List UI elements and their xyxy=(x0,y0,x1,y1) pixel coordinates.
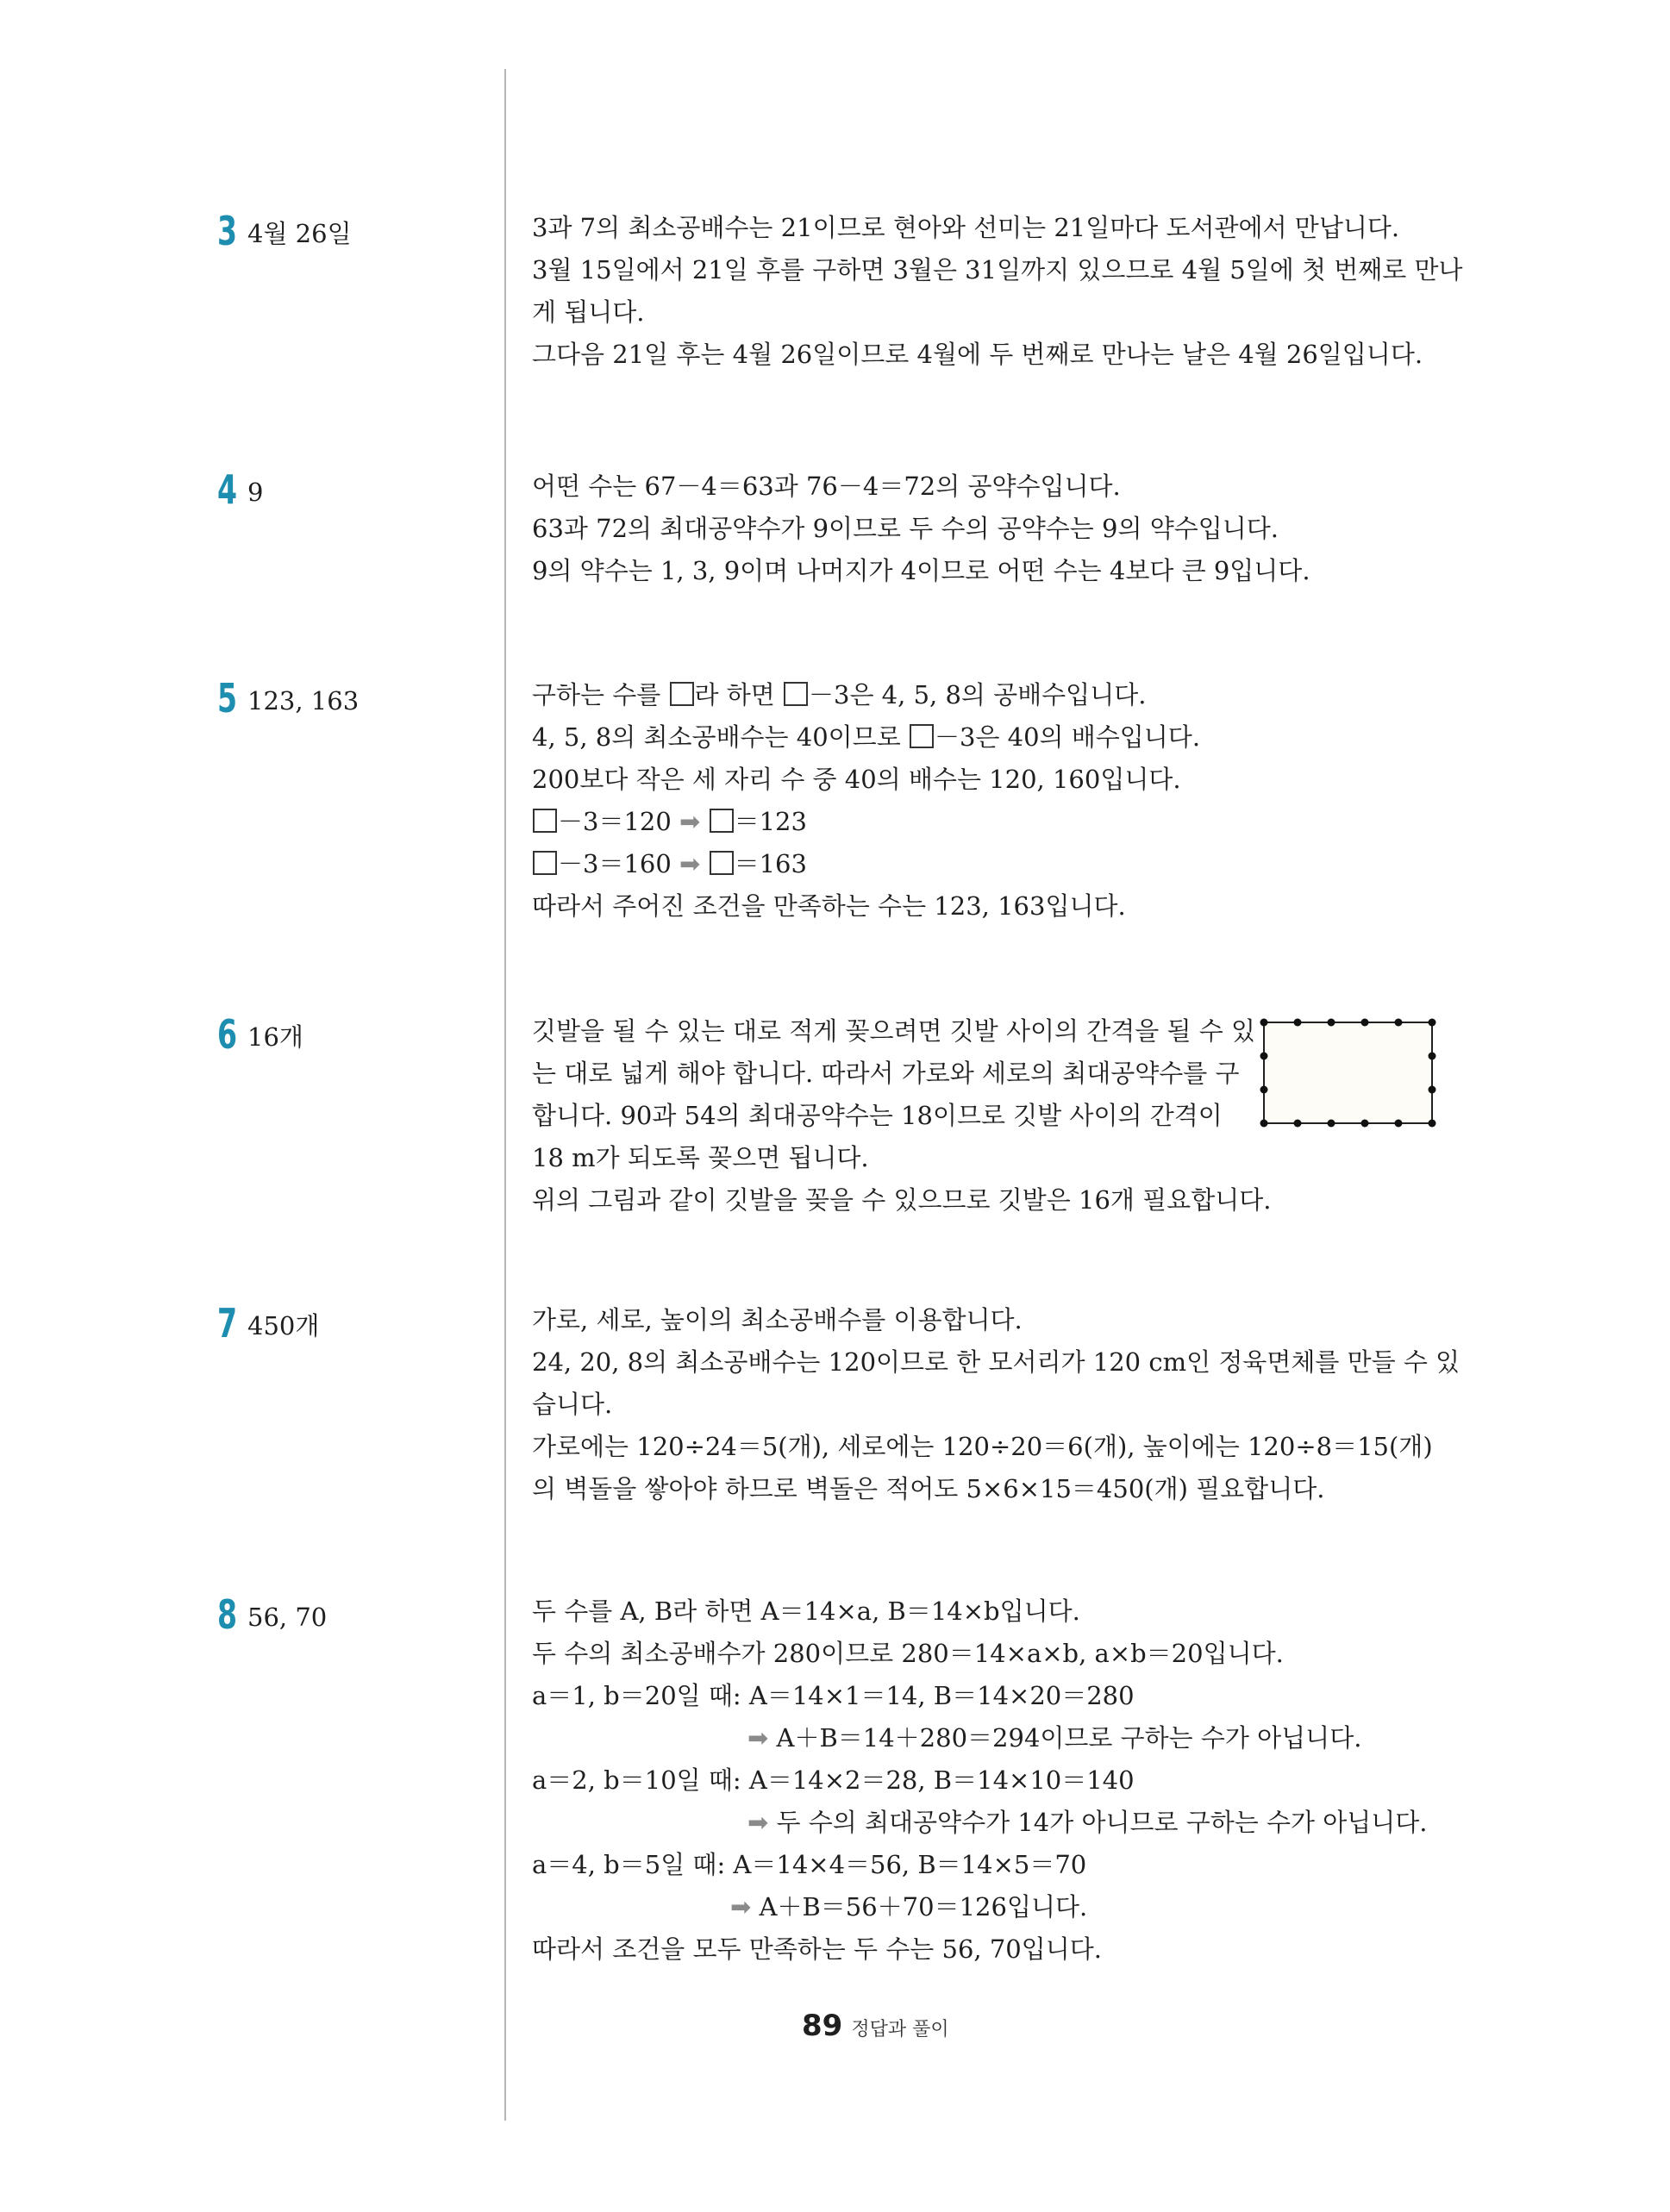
explanation-line xyxy=(532,1802,1446,1844)
right-arrow-icon: ➡ xyxy=(679,849,701,878)
explanation-line: 습니다. xyxy=(532,1390,613,1419)
problem-number: 5 xyxy=(217,675,238,722)
explanation-line: 24, 20, 8의 최소공배수는 120이므로 한 모서리가 120 cm인 정육면체를 만들 수 있 xyxy=(532,1347,1460,1377)
explanation-line: 3월 15일에서 21일 후를 구하면 3월은 31일까지 있으므로 4월 5일에 첫 번째로 만나 xyxy=(532,255,1463,284)
text: A＋B＝56＋70＝126입니다. xyxy=(759,1892,1088,1921)
explanation-line xyxy=(532,801,1446,843)
text: 라 하면 xyxy=(694,680,775,709)
problem-answer: 450개 xyxy=(247,1311,320,1340)
text: A＋B＝14＋280＝294이므로 구하는 수가 아닙니다. xyxy=(776,1723,1362,1753)
explanation-line: a＝4, b＝5일 때: A＝14×4＝56, B＝14×5＝70 xyxy=(532,1850,1087,1879)
problem-number: 8 xyxy=(217,1591,238,1638)
blank-box-icon xyxy=(784,682,808,706)
explanation-line: 63과 72의 최대공약수가 9이므로 두 수의 공약수는 9의 약수입니다. xyxy=(532,514,1279,543)
explanation xyxy=(532,1299,1460,1510)
column-divider xyxy=(504,69,506,2121)
problem-answer: 123, 163 xyxy=(247,686,360,715)
blank-box-icon xyxy=(533,809,557,833)
explanation-line xyxy=(532,674,1446,716)
text: 구하는 수를 xyxy=(532,680,661,709)
explanation xyxy=(532,1590,1446,1971)
text: 두 수의 최대공약수가 14가 아니므로 구하는 수가 아닙니다. xyxy=(776,1808,1428,1837)
explanation-line: 의 벽돌을 쌓아야 하므로 벽돌은 적어도 5×6×15＝450(개) 필요합니다. xyxy=(532,1474,1325,1503)
explanation xyxy=(532,674,1446,928)
right-arrow-icon: ➡ xyxy=(747,1723,769,1753)
explanation-line xyxy=(532,1717,1446,1759)
page-footer xyxy=(802,2009,949,2043)
problem-answer: 16개 xyxy=(247,1022,303,1052)
text: ＝163 xyxy=(734,849,807,878)
explanation-line: a＝2, b＝10일 때: A＝14×2＝28, B＝14×10＝140 xyxy=(532,1765,1135,1795)
text: －3＝120 xyxy=(558,807,672,836)
explanation-line xyxy=(532,843,1446,885)
problem-answer: 9 xyxy=(247,478,264,507)
explanation-line: 위의 그림과 같이 깃발을 꽂을 수 있으므로 깃발은 16개 필요합니다. xyxy=(532,1185,1272,1215)
explanation-line: 어떤 수는 67－4＝63과 76－4＝72의 공약수입니다. xyxy=(532,472,1121,501)
problem-answer: 56, 70 xyxy=(247,1603,328,1632)
flag-rectangle-figure xyxy=(1259,1017,1440,1129)
text: 4, 5, 8의 최소공배수는 40이므로 xyxy=(532,722,901,752)
explanation-line: a＝1, b＝20일 때: A＝14×1＝14, B＝14×20＝280 xyxy=(532,1681,1135,1710)
explanation-line: 가로, 세로, 높이의 최소공배수를 이용합니다. xyxy=(532,1305,1023,1334)
problem-answer: 4월 26일 xyxy=(247,219,352,248)
explanation-line: 깃발을 될 수 있는 대로 적게 꽂으려면 깃발 사이의 간격을 될 수 있 xyxy=(532,1016,1255,1046)
problem-number: 3 xyxy=(217,208,238,254)
explanation-line xyxy=(532,716,1446,759)
explanation-line: 합니다. 90과 54의 최대공약수는 18이므로 깃발 사이의 간격이 xyxy=(532,1101,1223,1130)
explanation-line: 두 수의 최소공배수가 280이므로 280＝14×a×b, a×b＝20입니다. xyxy=(532,1639,1284,1668)
explanation-line: 200보다 작은 세 자리 수 중 40의 배수는 120, 160입니다. xyxy=(532,765,1181,794)
problem-number: 7 xyxy=(217,1300,238,1347)
right-arrow-icon: ➡ xyxy=(730,1892,752,1921)
explanation-line: 3과 7의 최소공배수는 21이므로 현아와 선미는 21일마다 도서관에서 만납니다. xyxy=(532,213,1400,242)
text: －3은 4, 5, 8의 공배수입니다. xyxy=(809,680,1147,709)
explanation-line: 9의 약수는 1, 3, 9이며 나머지가 4이므로 어떤 수는 4보다 큰 9입니다. xyxy=(532,556,1310,585)
blank-box-icon xyxy=(670,682,694,706)
explanation-line: 가로에는 120÷24＝5(개), 세로에는 120÷20＝6(개), 높이에는 120÷8＝15(개) xyxy=(532,1432,1433,1461)
explanation xyxy=(532,466,1446,592)
text: －3은 40의 배수입니다. xyxy=(934,722,1201,752)
text: ＝123 xyxy=(734,807,807,836)
explanation xyxy=(532,207,1463,376)
footer-label: 정답과 풀이 xyxy=(851,2019,949,2040)
explanation-line: 는 대로 넓게 해야 합니다. 따라서 가로와 세로의 최대공약수를 구 xyxy=(532,1059,1240,1088)
right-arrow-icon: ➡ xyxy=(747,1808,769,1837)
explanation-line: 따라서 조건을 모두 만족하는 두 수는 56, 70입니다. xyxy=(532,1934,1103,1964)
blank-box-icon xyxy=(533,851,557,875)
blank-box-icon xyxy=(710,851,734,875)
blank-box-icon xyxy=(910,724,934,748)
explanation-line: 게 됩니다. xyxy=(532,297,645,327)
explanation-line: 따라서 주어진 조건을 만족하는 수는 123, 163입니다. xyxy=(532,891,1126,921)
blank-box-icon xyxy=(710,809,734,833)
page-number: 89 xyxy=(802,2009,843,2043)
right-arrow-icon: ➡ xyxy=(679,807,701,836)
problem-number: 4 xyxy=(217,466,238,513)
explanation-line: 18 m가 되도록 꽂으면 됩니다. xyxy=(532,1143,869,1172)
text: －3＝160 xyxy=(558,849,672,878)
explanation-line: 그다음 21일 후는 4월 26일이므로 4월에 두 번째로 만나는 날은 4월 26일입니다. xyxy=(532,340,1423,369)
explanation-line xyxy=(532,1886,1446,1928)
explanation-line: 두 수를 A, B라 하면 A＝14×a, B＝14×b입니다. xyxy=(532,1597,1080,1626)
problem-number: 6 xyxy=(217,1011,238,1058)
